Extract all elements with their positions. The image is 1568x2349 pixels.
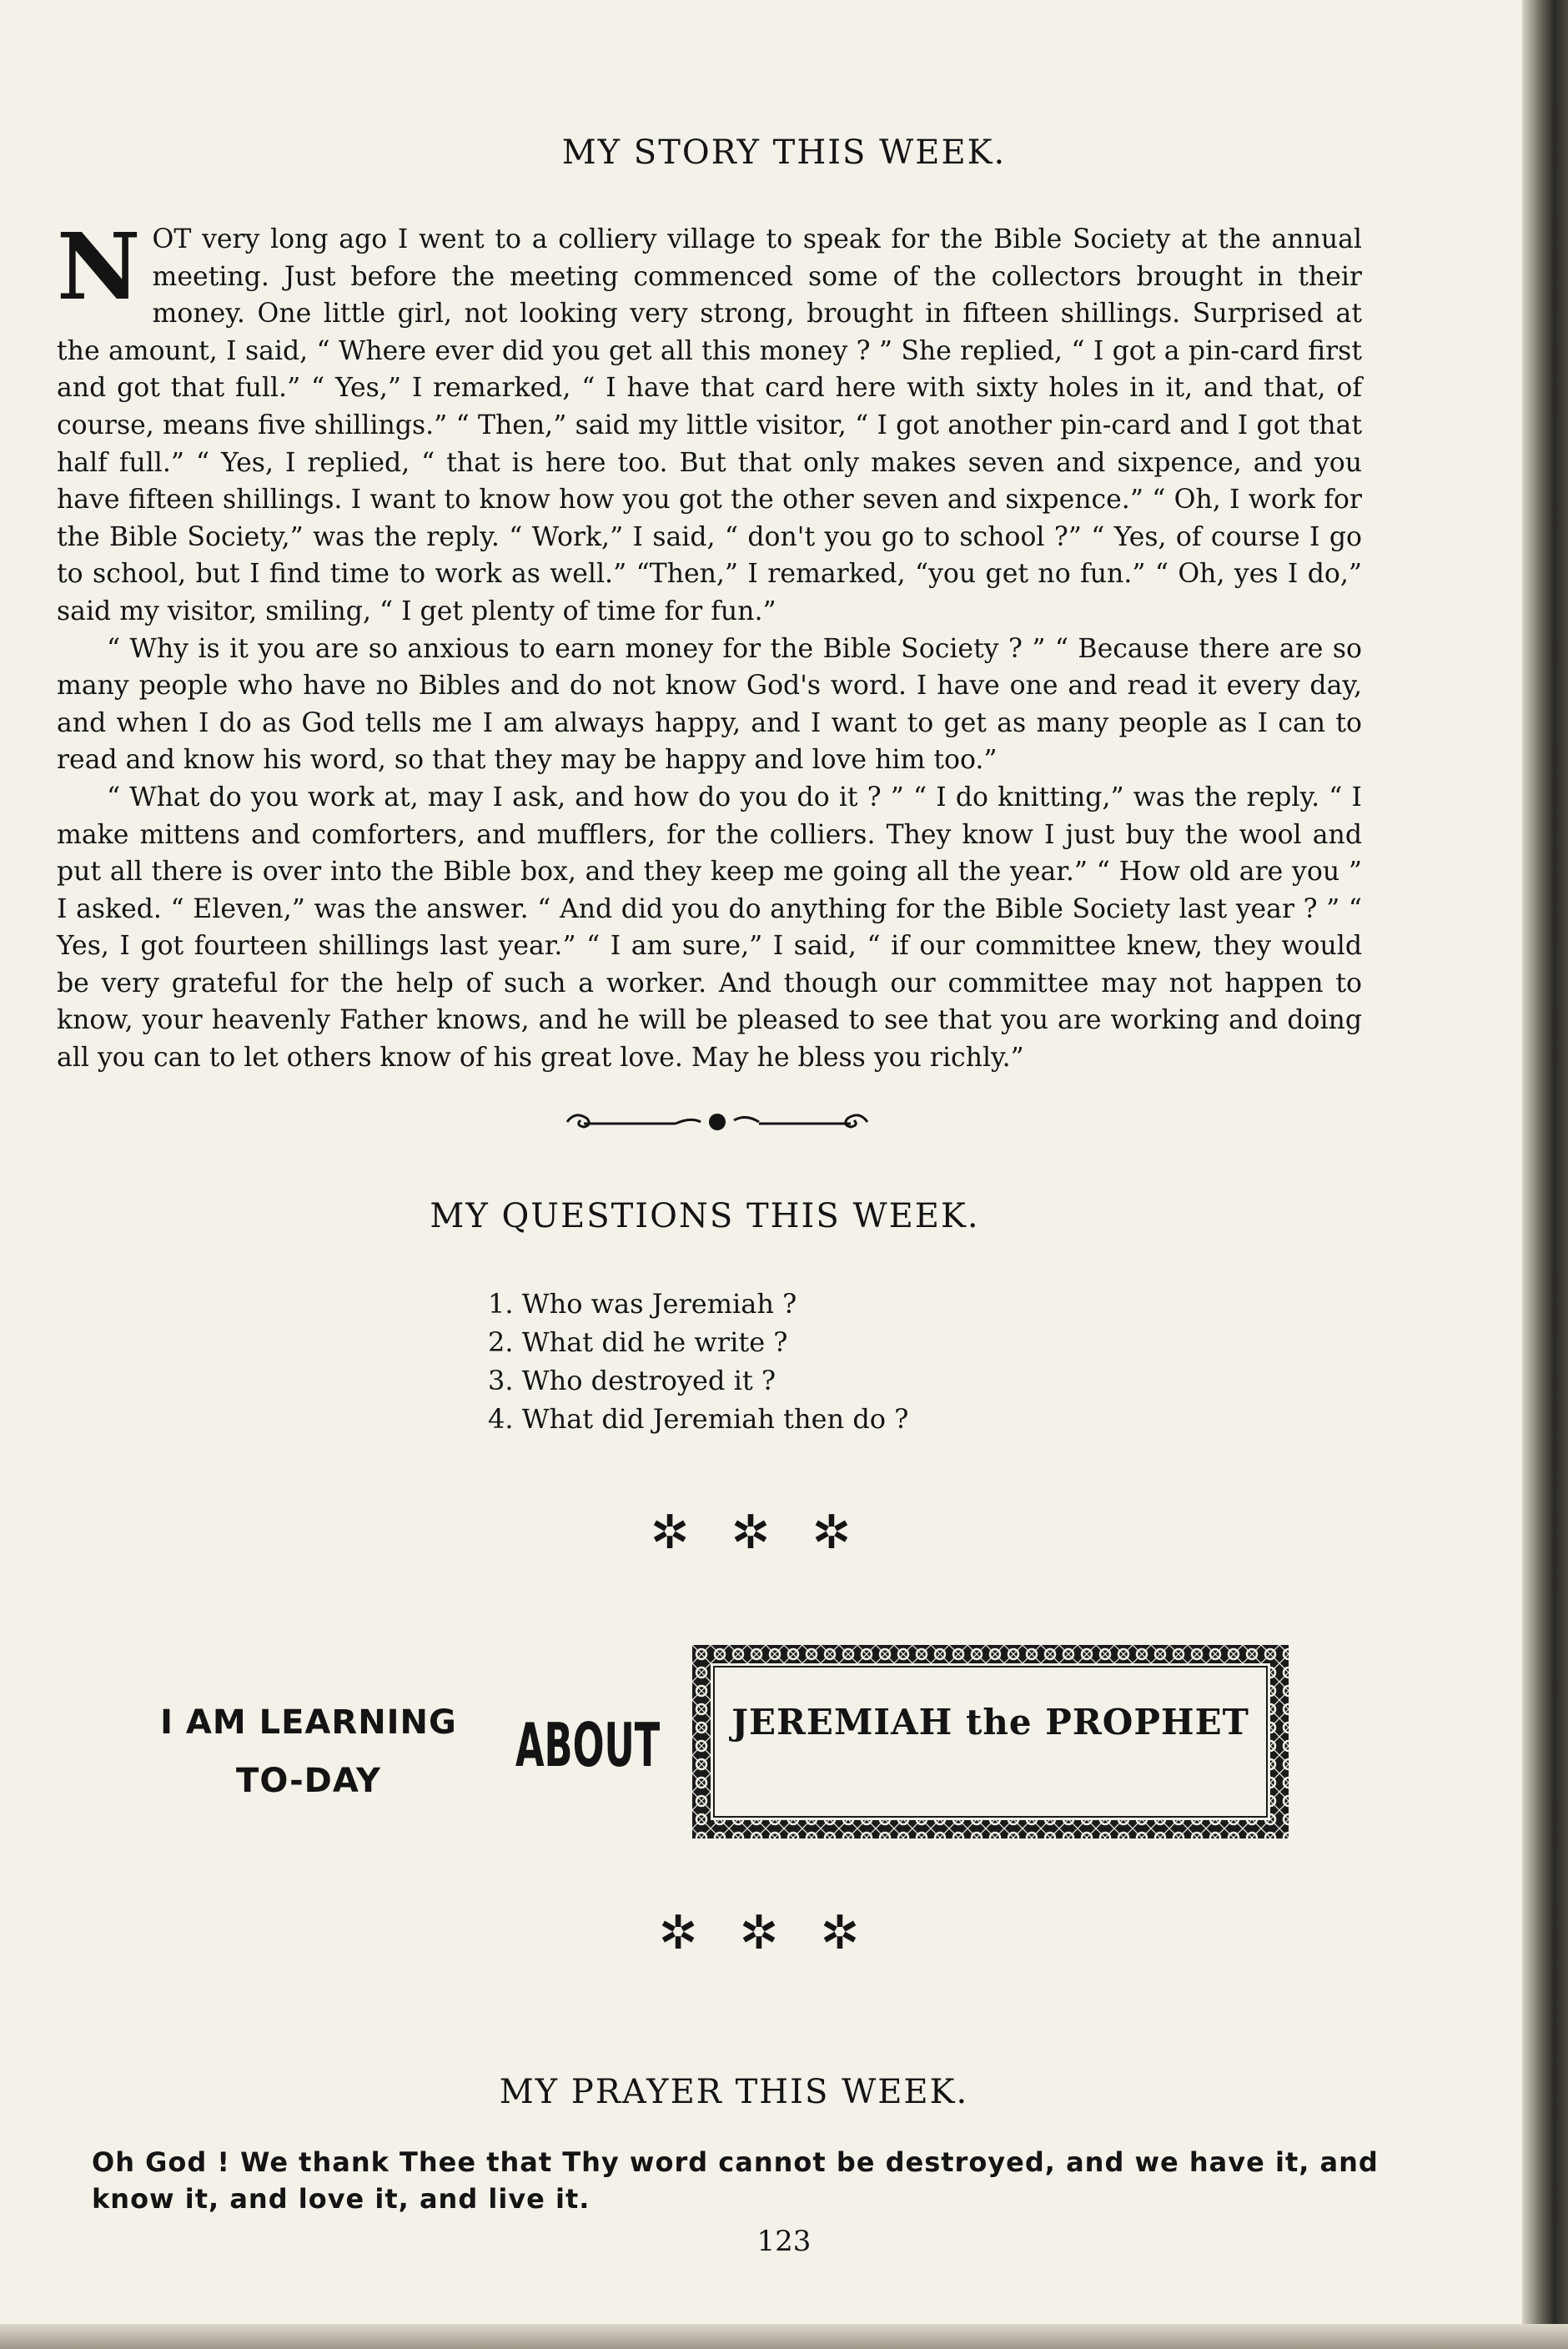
learning-line-1: I AM LEARNING: [160, 1703, 457, 1742]
drop-cap: N: [57, 213, 141, 320]
list-item: 2. What did he write ?: [488, 1326, 788, 1358]
story-paragraph: “ Why is it you are so anxious to earn money for the Bible Society ? ” “ Because there are so many people who have no Bibles and do not know God's word. I have one and read it every day, and when I do as God tells me I am always happy, and I want to get as many people as I can to read and know his word, so that they may be happy and love him too.”: [57, 633, 1362, 776]
story-paragraph: [57, 213, 1362, 631]
star-divider-icon: ✲✲✲: [650, 1506, 893, 1560]
prayer-heading: MY PRAYER THIS WEEK.: [499, 2073, 969, 2111]
page-number: 123: [756, 2225, 812, 2258]
questions-list: [488, 1285, 908, 1438]
scroll-ornament-icon: [559, 1105, 876, 1139]
learning-line-2: TO-DAY: [236, 1762, 381, 1800]
list-item: 3. Who destroyed it ?: [488, 1365, 776, 1396]
story-heading: MY STORY THIS WEEK.: [561, 133, 1007, 172]
about-word: ABOUT: [515, 1710, 661, 1780]
star-divider-icon: ✲✲✲: [658, 1906, 902, 1960]
story-body: [57, 213, 1362, 1077]
book-spine-shadow: [1522, 0, 1568, 2349]
page-bottom-edge: [0, 2324, 1568, 2349]
story-paragraph: “ What do you work at, may I ask, and how do you do it ? ” “ I do knitting,” was the reply. “ I make mittens and comforters, and mufflers, for the colliers. They know I just buy the wool and put all there is over into the Bible box, and they keep me going all the year.” “ How old are you ” I asked. “ Eleven,” was the answer. “ And did you do anything for the Bible Society last year ? ” “ Yes, I got fourteen shillings last year.” “ I am sure,” I said, “ if our committee knew, they would be very grateful for the help of such a worker. And though our committee may not happen to know, your heavenly Father knows, and he will be pleased to see that you are working and doing all you can to let others know of his great love. May he bless you richly.”: [57, 782, 1362, 1074]
list-item: 4. What did Jeremiah then do ?: [488, 1403, 909, 1435]
lesson-subject: JEREMIAH the PROPHET: [731, 1702, 1249, 1743]
prayer-text: Oh God ! We thank Thee that Thy word cannot be destroyed, and we have it, and know it, and love it, and live it.: [92, 2146, 1379, 2215]
learning-caption: [117, 1693, 500, 1810]
story-paragraph-text: OT very long ago I went to a colliery village to speak for the Bible Society at the annual meeting. Just before the meeting commenced some of the collectors brought in their money. One little girl, not looking very strong, brought in fifteen shillings. Surprised at the amount, I said, “ Where ever did you get all this money ? ” She replied, “ I got a pin-card first and got that full.” “ Yes,” I remarked, “ I have that card here with sixty holes in it, and that, of course, means five shillings.” “ Then,” said my little visitor, “ I got another pin-card and I got that half full.” “ Yes, I replied, “ that is here too. But that only makes seven and sixpence, and you have fifteen shillings. I want to know how you got the other seven and sixpence.” “ Oh, I work for the Bible Society,” was the reply. “ Work,” I said, “ don't you go to school ?” “ Yes, of course I go to school, but I find time to work as well.” “Then,” I remarked, “you get no fun.” “ Oh, yes I do,” said my visitor, smiling, “ I get plenty of time for fun.”: [57, 224, 1362, 626]
list-item: 1. Who was Jeremiah ?: [488, 1288, 797, 1320]
questions-heading: MY QUESTIONS THIS WEEK.: [430, 1197, 980, 1235]
